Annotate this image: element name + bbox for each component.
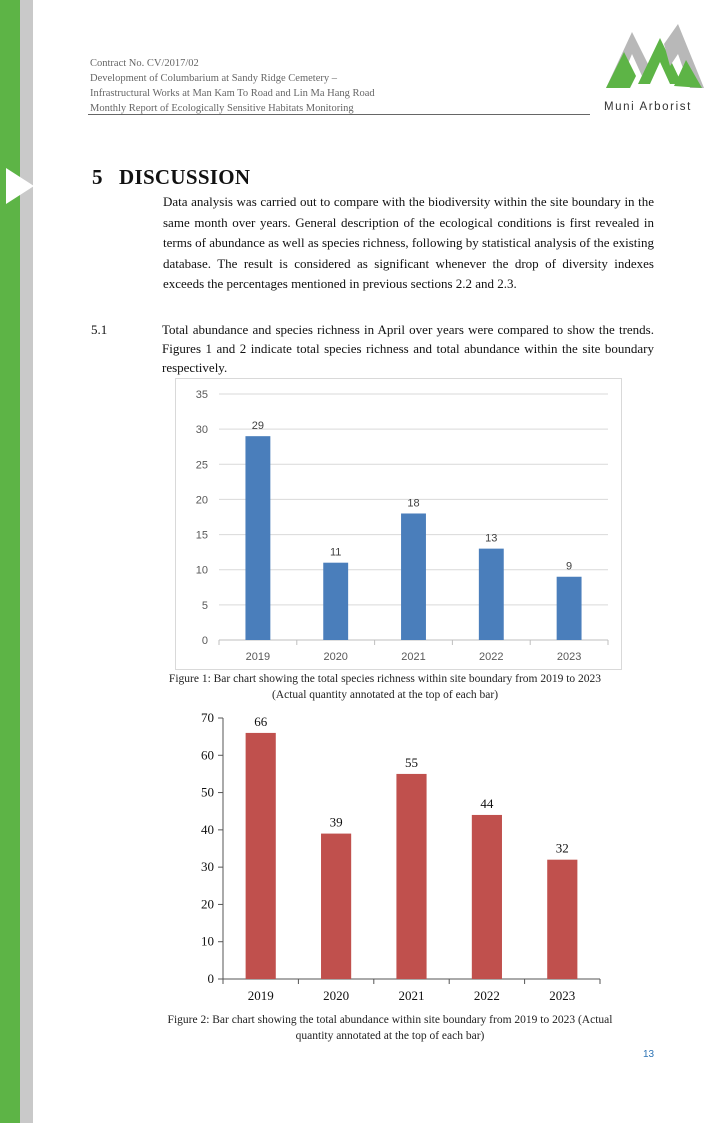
bar (396, 774, 426, 979)
data-label: 32 (555, 840, 569, 856)
y-tick-label: 35 (195, 389, 208, 401)
data-label: 39 (329, 814, 343, 830)
y-tick-label: 20 (201, 896, 214, 912)
document-header (90, 56, 590, 116)
data-label: 55 (405, 754, 418, 770)
subsection-paragraph: Total abundance and species richness in April over years were compared to show the trends. Figures 1 and 2 indicate total species richness and total abundance within the site boundary respectively. (162, 322, 654, 375)
y-tick-label: 15 (195, 529, 208, 542)
y-tick-label: 70 (201, 710, 214, 725)
section-title: DISCUSSION (119, 165, 251, 189)
x-tick-label: 2020 (323, 651, 348, 663)
page-number: 13 (643, 1049, 655, 1060)
data-label: 66 (254, 713, 268, 729)
y-tick-label: 10 (201, 933, 214, 949)
x-tick-label: 2019 (247, 988, 274, 1003)
header-line-contract: Contract No. CV/2017/02 (90, 58, 199, 69)
bar (401, 513, 426, 640)
data-label: 44 (480, 795, 494, 811)
data-label: 18 (407, 497, 420, 510)
bar (321, 834, 351, 979)
x-tick-label: 2022 (479, 651, 504, 663)
y-tick-label: 10 (195, 564, 208, 577)
x-tick-label: 2022 (473, 988, 500, 1003)
y-tick-label: 60 (201, 747, 214, 763)
y-tick-label: 50 (201, 784, 214, 800)
bar (245, 436, 270, 640)
section-intro-paragraph: Data analysis was carried out to compare with the biodiversity within the site boundary in the same month over years. General description of the ecological conditions is first revealed in terms of abundance as well as species richness, following by statistical analysis of the existing database. The result is considered as significant whenever the drop of diversity indexes exceeds the percentages mentioned in previous sections 2.2 and 2.3. (163, 194, 654, 291)
data-label: 29 (251, 420, 265, 433)
x-tick-label: 2020 (323, 988, 350, 1003)
y-tick-label: 20 (195, 494, 208, 507)
section-heading (92, 165, 250, 190)
data-label: 9 (566, 560, 573, 573)
logo-wordmark: Muni Arborist (604, 101, 692, 113)
figure-1-caption: Figure 1: Bar chart showing the total species richness within site boundary from 2019 to 2023 (Actual quantity annotated at the top of each bar) (168, 673, 602, 701)
species-richness-chart (175, 378, 622, 670)
y-tick-label: 30 (201, 859, 214, 875)
header-line-works: Infrastructural Works at Man Kam To Road and Lin Ma Hang Road (90, 88, 375, 99)
x-tick-label: 2023 (556, 651, 582, 663)
y-tick-label: 0 (207, 971, 214, 986)
bar (479, 549, 504, 640)
y-tick-label: 0 (201, 635, 208, 647)
figure-2-caption: Figure 2: Bar chart showing the total abundance within site boundary from 2019 to 2023 (Actual quantity annotated at the top of each bar) (167, 1014, 613, 1042)
bar (246, 733, 276, 979)
abundance-chart (170, 706, 620, 1006)
y-tick-label: 40 (201, 821, 214, 837)
x-tick-label: 2019 (245, 651, 271, 663)
header-rule (88, 114, 590, 115)
x-tick-label: 2023 (549, 988, 576, 1003)
x-tick-label: 2021 (401, 651, 426, 663)
header-line-development: Development of Columbarium at Sandy Ridge Cemetery – (90, 73, 337, 84)
bar (547, 860, 577, 979)
subsection-number: 5.1 (91, 322, 108, 337)
section-marker-arrow (6, 168, 34, 204)
header-line-report: Monthly Report of Ecologically Sensitive Habitats Monitoring (90, 103, 354, 114)
section-number: 5 (92, 165, 103, 189)
y-tick-label: 30 (195, 424, 208, 437)
y-tick-label: 5 (201, 599, 208, 612)
bar (557, 577, 582, 640)
bar (472, 815, 502, 979)
bar (323, 563, 348, 640)
x-tick-label: 2021 (398, 988, 425, 1003)
data-label: 13 (485, 532, 498, 545)
y-tick-label: 25 (195, 459, 208, 472)
data-label: 11 (329, 546, 342, 559)
